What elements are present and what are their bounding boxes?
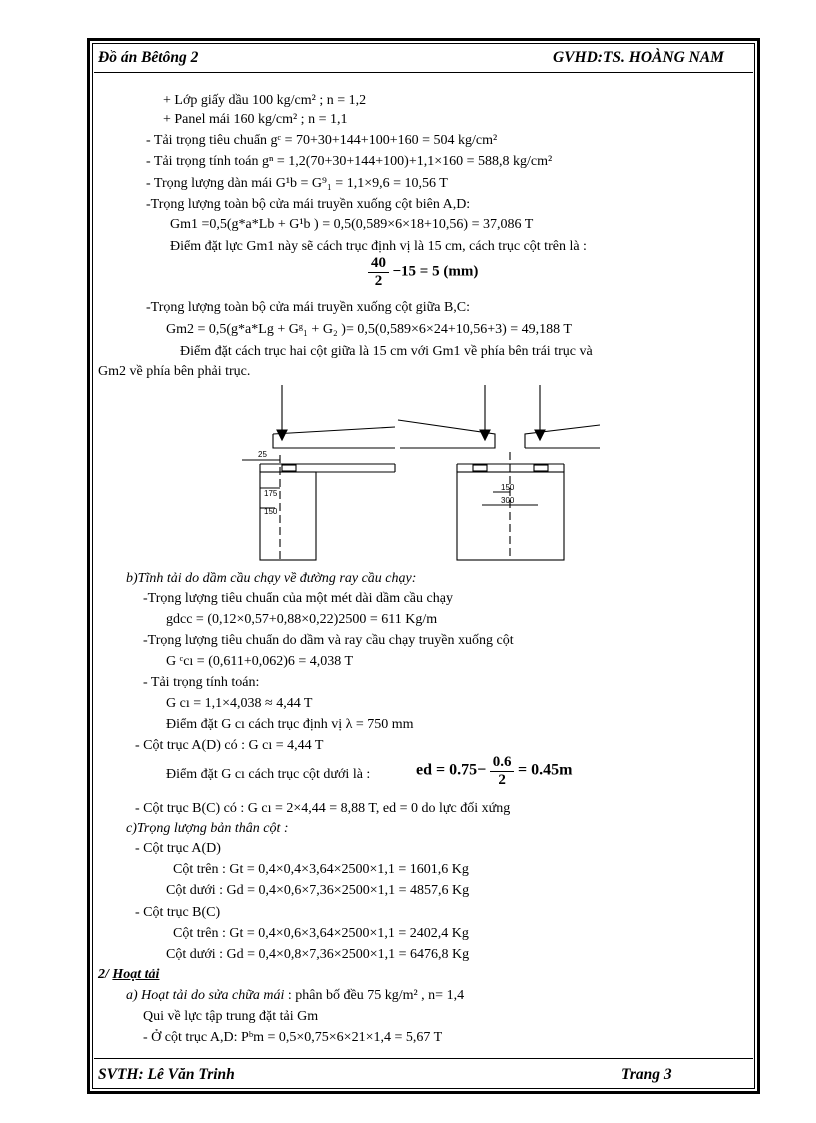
text-line: Điểm đặt G cı cách trục cột dưới là : <box>166 767 371 782</box>
header-rule <box>94 72 753 73</box>
text-line: G cı = 1,1×4,038 ≈ 4,44 T <box>166 696 313 711</box>
text-line: - Tải trọng tính toán: <box>143 675 260 690</box>
formula-1 <box>368 255 478 290</box>
footer-rule <box>94 1058 753 1059</box>
dim-label: 175 <box>264 489 278 498</box>
section-2a-title: a) Hoạt tải do sửa chữa mái <box>126 988 285 1003</box>
text-line: -Trọng lượng toàn bộ cửa mái truyền xuống cột biên A,D: <box>146 197 471 212</box>
text-line: Cột dưới : Gd = 0,4×0,8×7,36×2500×1,1 = 6476,8 Kg <box>166 947 470 962</box>
load-diagram <box>220 380 600 570</box>
text-line: Điểm đặt cách trục hai cột giữa là 15 cm với Gm1 về phía bên trái trục và <box>180 344 593 359</box>
section-2a-rest: : phân bố đều 75 kg/m² , n= 1,4 <box>284 988 465 1003</box>
dim-label: 300 <box>501 496 515 505</box>
header-left: Đồ án Bêtông 2 <box>98 49 199 66</box>
text-line: + Panel mái 160 kg/cm² ; n = 1,1 <box>163 112 348 127</box>
footer-left: SVTH: Lê Văn Trinh <box>98 1066 235 1083</box>
text-line: -Trọng lượng tiêu chuẩn của một mét dài dầm cầu chạy <box>143 591 453 606</box>
text-line: - Trọng lượng dàn mái G¹b = G⁹₁ = 1,1×9,6 = 10,56 T <box>146 176 448 191</box>
section-c-title: c)Trọng lượng bản thân cột : <box>126 821 289 836</box>
dim-label: 150 <box>264 507 278 516</box>
text-line: Cột trên : Gt = 0,4×0,6×3,64×2500×1,1 = 2402,4 Kg <box>173 926 469 941</box>
text-line: Gm1 =0,5(g*a*Lb + G¹b ) = 0,5(0,589×6×18+10,56) = 37,086 T <box>170 217 534 232</box>
text-line: + Lớp giấy dầu 100 kg/cm² ; n = 1,2 <box>163 93 367 108</box>
text-line: - Cột trục B(C) <box>135 905 221 920</box>
formula-2-num: 0.6 <box>490 754 515 772</box>
text-line: - Tải trọng tính toán gⁿ = 1,2(70+30+144+100)+1,1×160 = 588,8 kg/cm² <box>146 154 553 169</box>
section-2a <box>126 987 464 1004</box>
text-line: Cột dưới : Gd = 0,4×0,6×7,36×2500×1,1 = 4857,6 Kg <box>166 883 470 898</box>
section-2-title: Hoạt tải <box>112 967 160 982</box>
formula-1-num: 40 <box>368 255 389 273</box>
text-line: - Tải trọng tiêu chuẩn gᶜ = 70+30+144+100+160 = 504 kg/cm² <box>146 133 498 148</box>
formula-2 <box>416 754 572 789</box>
section-2-num: 2/ <box>98 967 113 982</box>
header-right: GVHD:TS. HOÀNG NAM <box>553 49 724 66</box>
text-line: - Ở cột trục A,D: Pᵇm = 0,5×0,75×6×21×1,4 = 5,67 T <box>143 1030 443 1045</box>
text-line: Điểm đặt lực Gm1 này sẽ cách trục định vị là 15 cm, cách trục cột trên là : <box>170 239 587 254</box>
formula-1-den: 2 <box>374 273 383 289</box>
footer-right: Trang 3 <box>621 1066 672 1083</box>
text-line: Điểm đặt G cı cách trục định vị λ = 750 mm <box>166 717 414 732</box>
text-line: - Cột trục A(D) <box>135 841 221 856</box>
text-line: -Trọng lượng toàn bộ cửa mái truyền xuống cột giữa B,C: <box>146 300 471 315</box>
text-line: G ᶜcı = (0,611+0,062)6 = 4,038 T <box>166 654 354 669</box>
section-2-heading <box>98 966 159 983</box>
text-line: Qui về lực tập trung đặt tải Gm <box>143 1009 319 1024</box>
text-line: - Cột trục B(C) có : G cı = 2×4,44 = 8,88 T, ed = 0 do lực đối xứng <box>135 801 511 816</box>
text-line: -Trọng lượng tiêu chuẩn do dầm và ray cầu chạy truyền xuống cột <box>143 633 514 648</box>
formula-2-rhs: = 0.45m <box>517 761 573 779</box>
text-line: gdcc = (0,12×0,57+0,88×0,22)2500 = 611 Kg/m <box>166 612 438 627</box>
text-line: Gm2 = 0,5(g*a*Lg + Gᵍ₁ + G₂ )= 0,5(0,589×6×24+10,56+3) = 49,188 T <box>166 322 572 337</box>
text-line: Cột trên : Gt = 0,4×0,4×3,64×2500×1,1 = 1601,6 Kg <box>173 862 469 877</box>
dim-label: 150 <box>501 483 515 492</box>
section-b-title: b)Tĩnh tải do dầm cầu chạy về đường ray cầu chạy: <box>126 571 417 586</box>
text-line: Gm2 về phía bên phải trục. <box>98 364 251 379</box>
formula-1-rest: −15 = 5 (mm) <box>392 263 479 280</box>
text-line: - Cột trục A(D) có : G cı = 4,44 T <box>135 738 324 753</box>
formula-2-lhs: ed = 0.75− <box>416 761 487 779</box>
dim-label: 25 <box>258 450 267 459</box>
formula-2-den: 2 <box>498 772 506 788</box>
